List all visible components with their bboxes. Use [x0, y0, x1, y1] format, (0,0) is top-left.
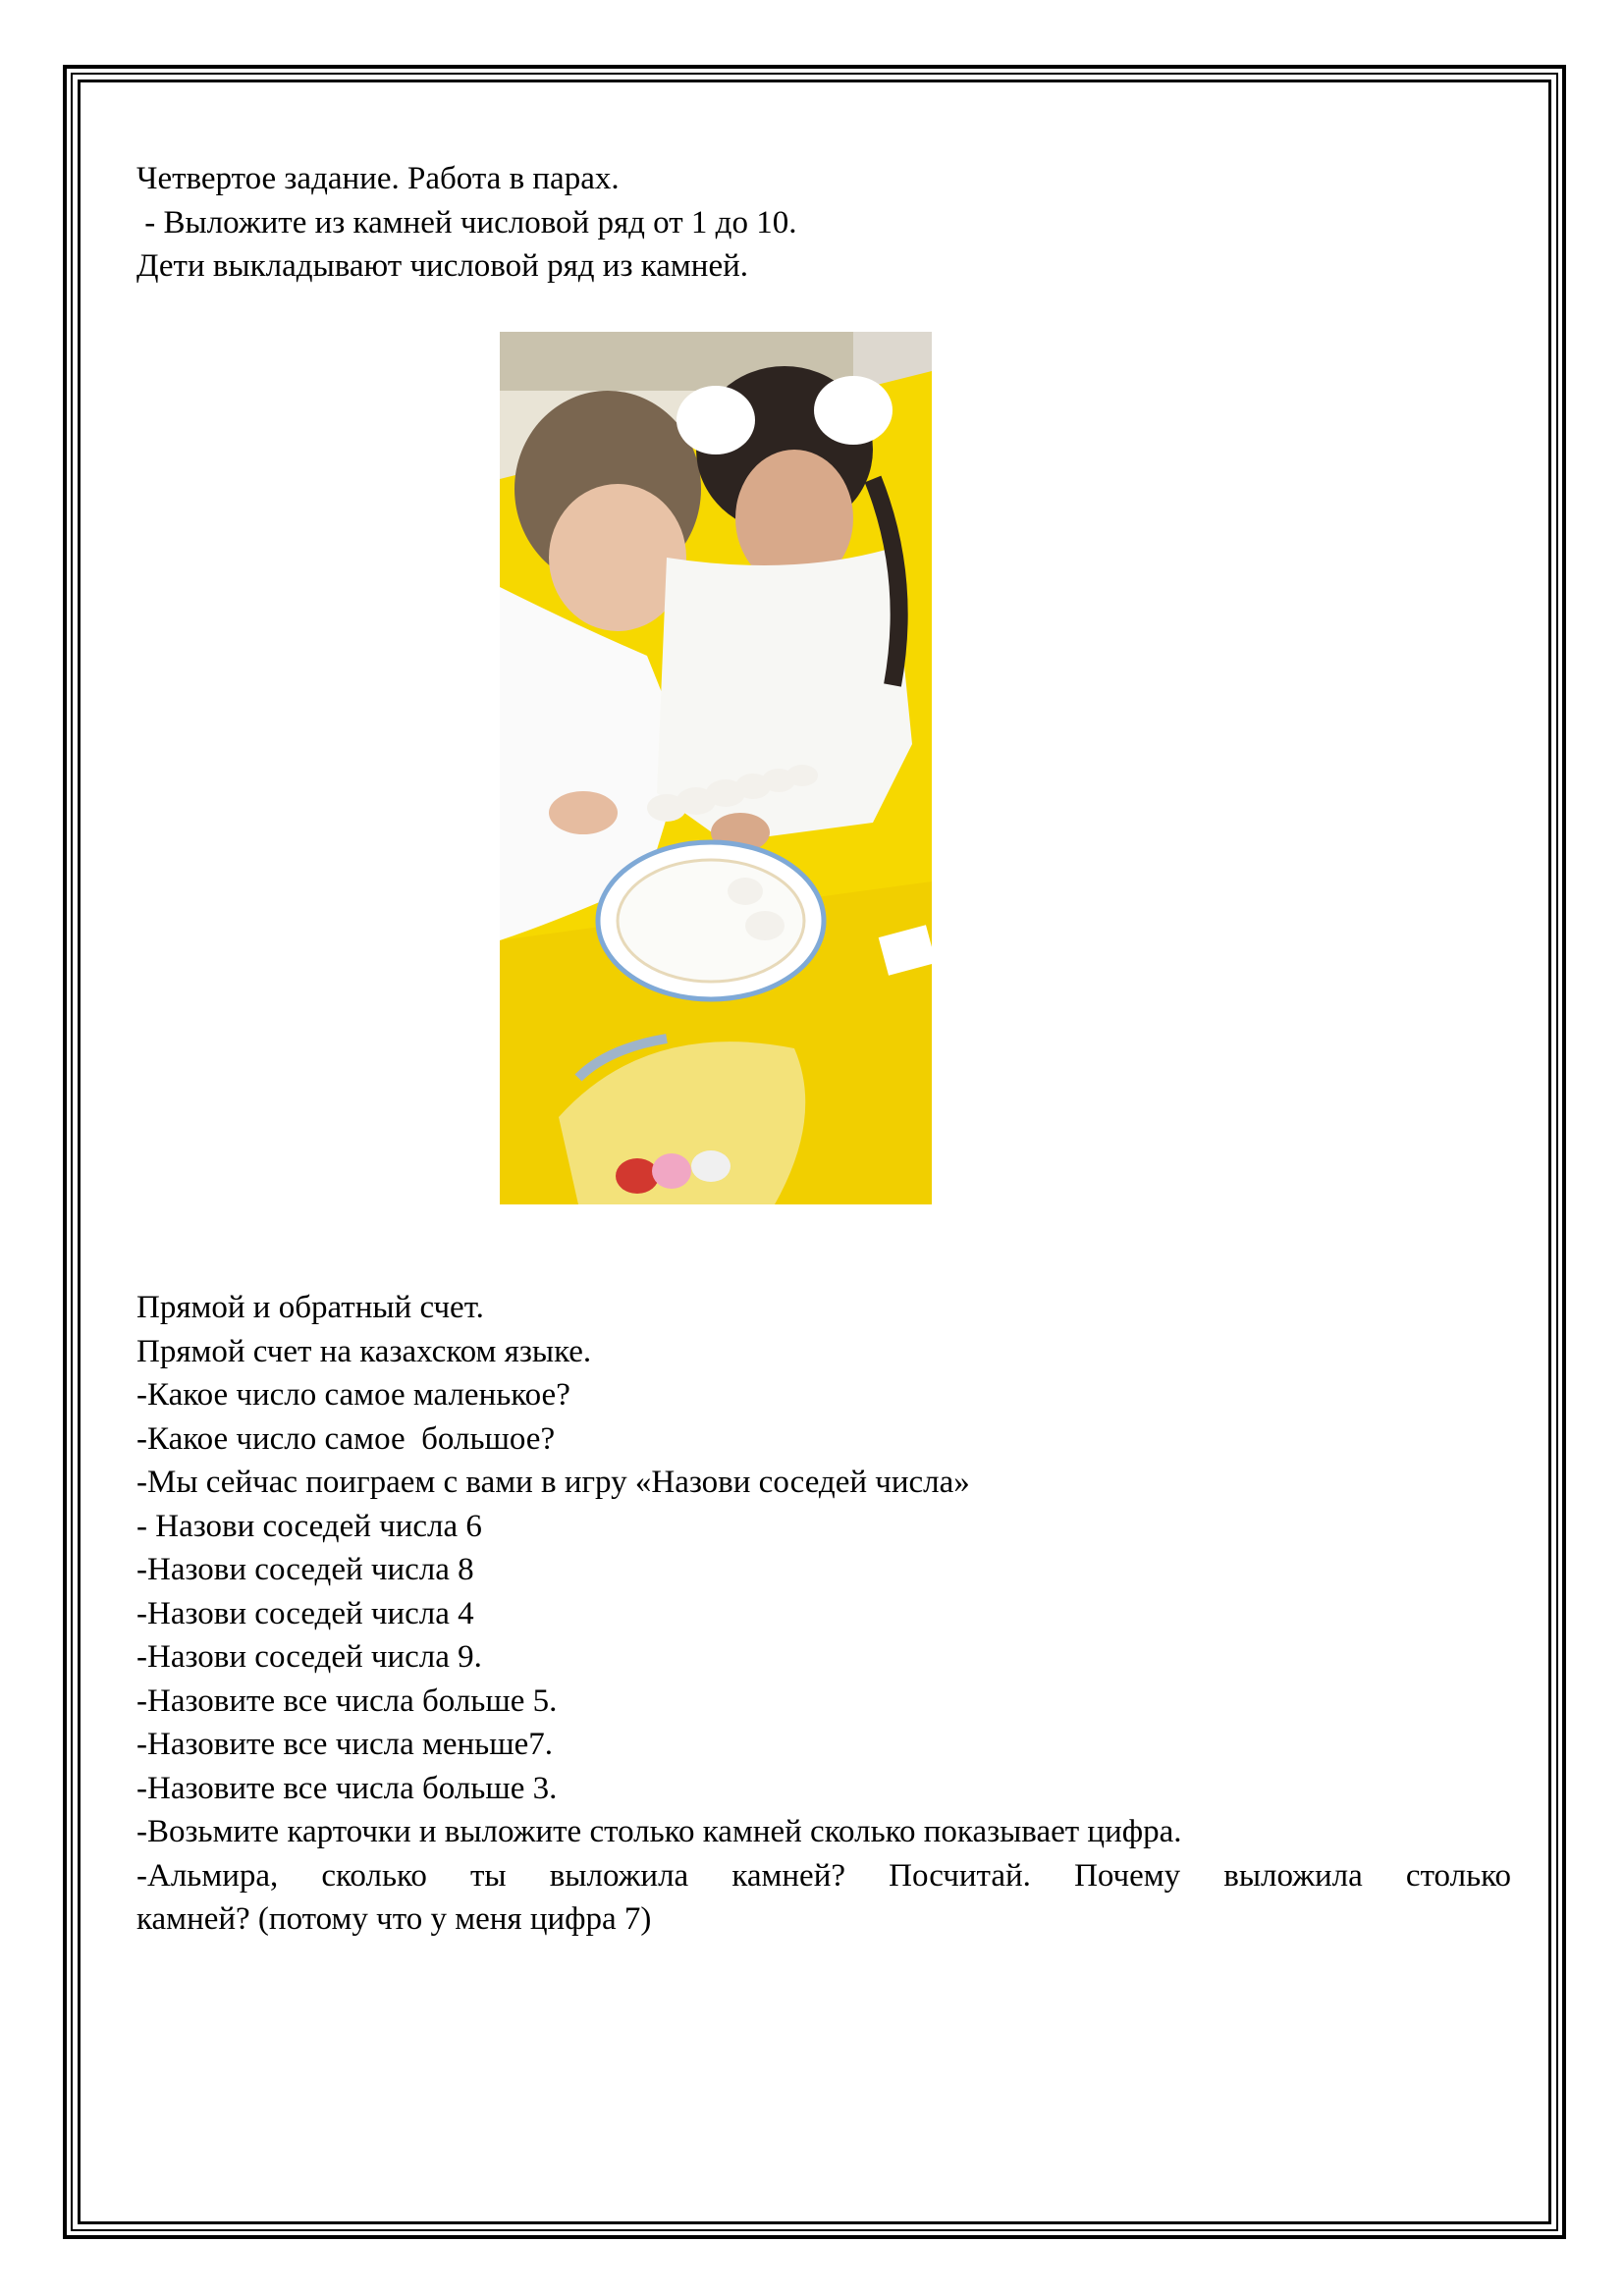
question-line: -Назовите все числа больше 5.	[136, 1682, 558, 1719]
task-heading: Четвертое задание. Работа в парах.	[136, 161, 620, 196]
question-line: - Назови соседей числа 6	[136, 1508, 482, 1544]
section-heading: Прямой и обратный счет.	[136, 1290, 484, 1325]
main-text-block	[136, 1286, 1511, 1942]
question-line: -Какое число самое маленькое?	[136, 1377, 570, 1413]
task-instruction: - Выложите из камней числовой ряд от 1 до 10.	[136, 204, 797, 240]
task-description: Дети выкладывают числовой ряд из камней.	[136, 248, 749, 284]
question-line: -Назови соседей числа 4	[136, 1595, 474, 1631]
answer-line: камней? (потому что у меня цифра 7)	[136, 1901, 652, 1937]
question-line: -Какое число самое большое?	[136, 1420, 556, 1457]
question-line: -Назови соседей числа 8	[136, 1552, 474, 1587]
intro-text-block	[136, 157, 1511, 289]
question-line: -Назовите все числа больше 3.	[136, 1770, 558, 1806]
question-line: -Назови соседей числа 9.	[136, 1639, 482, 1675]
question-line: -Назовите все числа меньше7.	[136, 1727, 554, 1762]
text-line: Прямой счет на казахском языке.	[136, 1333, 592, 1369]
children-counting-stones-photo	[500, 332, 932, 1204]
question-line: -Альмира, сколько ты выложила камней? Посчитай. Почему выложила столько	[136, 1857, 1511, 1894]
instruction-line: -Возьмите карточки и выложите столько камней сколько показывает цифра.	[136, 1814, 1182, 1849]
game-intro-line: -Мы сейчас поиграем с вами в игру «Назови соседей числа»	[136, 1465, 970, 1500]
